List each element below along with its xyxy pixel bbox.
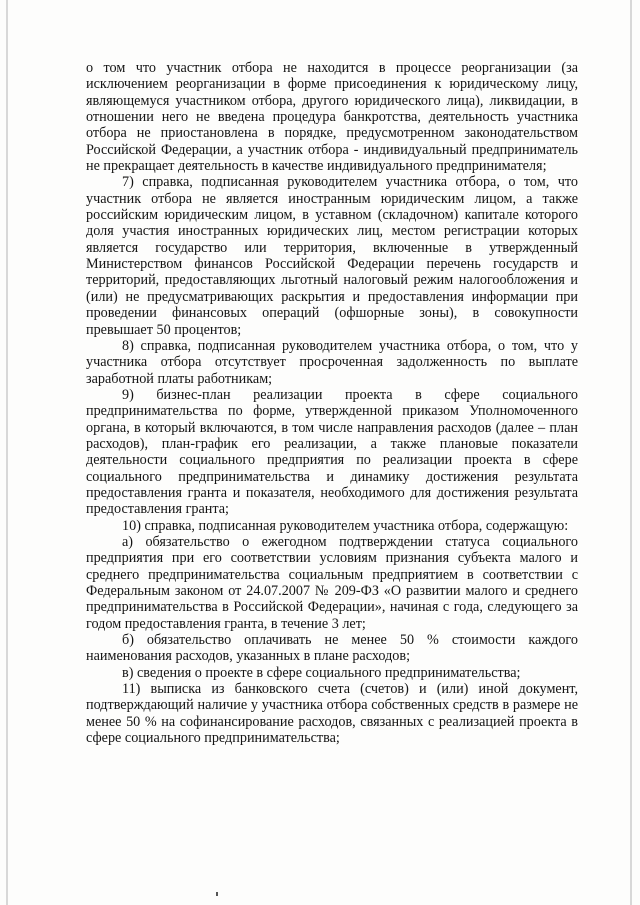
paragraph-item-10a: а) обязательство о ежегодном подтверждении статуса социального предприятия при его соответствии условиям признания субъекта малого и среднего предпринимательства социальным предприятием в соответствии с Федеральным законом от 24.07.2007 № 209-ФЗ «О развитии малого и среднего предпринимательства в Российской Федерации», начиная с года, следующего за годом предоставления гранта, в течение 3 лет; bbox=[86, 533, 578, 632]
paragraph-item-11: 11) выписка из банковского счета (счетов) и (или) иной документ, подтверждающий наличие у участника отбора собственных средств в размере не менее 50 % на софинансирование расходов, связанных с реализацией проекта в сфере социального предпринимательства; bbox=[86, 681, 578, 747]
paragraph-reorganization: о том что участник отбора не находится в процессе реорганизации (за исключением реорганизации в форме присоединения к юридическому лицу, являющемуся участником отбора, другого юридического лица), ликвидации, в отношении него не введена процедура банкротства, деятельность участника отбора не приостановлена в порядке, предусмотренном законодательством Российской Федерации, а участник отбора - индивидуальный предприниматель не прекращает деятельность в качестве индивидуального предпринимателя; bbox=[86, 60, 578, 175]
document-body bbox=[86, 60, 578, 746]
scan-speck bbox=[216, 892, 218, 896]
paragraph-item-10: 10) справка, подписанная руководителем участника отбора, содержащую: bbox=[122, 517, 569, 534]
scan-edge-right bbox=[630, 0, 632, 905]
paragraph-item-7: 7) справка, подписанная руководителем участника отбора, о том, что участник отбора не является иностранным юридическим лицом, а также российским юридическим лицом, в уставном (складочном) капитале которого доля участия иностранных юридических лиц, местом регистрации которых является государство или территория, включенные в утвержденный Министерством финансов Российской Федерации перечень государств и территорий, предоставляющих льготный налоговый режим налогообложения и (или) не предусматривающих раскрытия и предоставления информации при проведении финансовых операций (офшорные зоны), в совокупности превышает 50 процентов; bbox=[86, 174, 578, 338]
scan-edge-left bbox=[6, 0, 8, 905]
paragraph-item-8: 8) справка, подписанная руководителем участника отбора, о том, что у участника отбора отсутствует просроченная задолженность по выплате заработной платы работникам; bbox=[86, 337, 578, 387]
paragraph-item-10v: в) сведения о проекте в сфере социального предпринимательства; bbox=[122, 664, 521, 681]
paragraph-item-9: 9) бизнес-план реализации проекта в сфере социального предпринимательства по форме, утвержденной приказом Уполномоченного органа, в который включаются, в том числе направления расходов (далее – план расходов), план-график его реализации, а также плановые показатели деятельности социального предприятия по реализации проекта в сфере социального предпринимательства и динамику достижения результата предоставления гранта и показателя, необходимого для достижения результата предоставления гранта; bbox=[86, 386, 578, 518]
paragraph-item-10b: б) обязательство оплачивать не менее 50 % стоимости каждого наименования расходов, указанных в плане расходов; bbox=[86, 632, 578, 665]
